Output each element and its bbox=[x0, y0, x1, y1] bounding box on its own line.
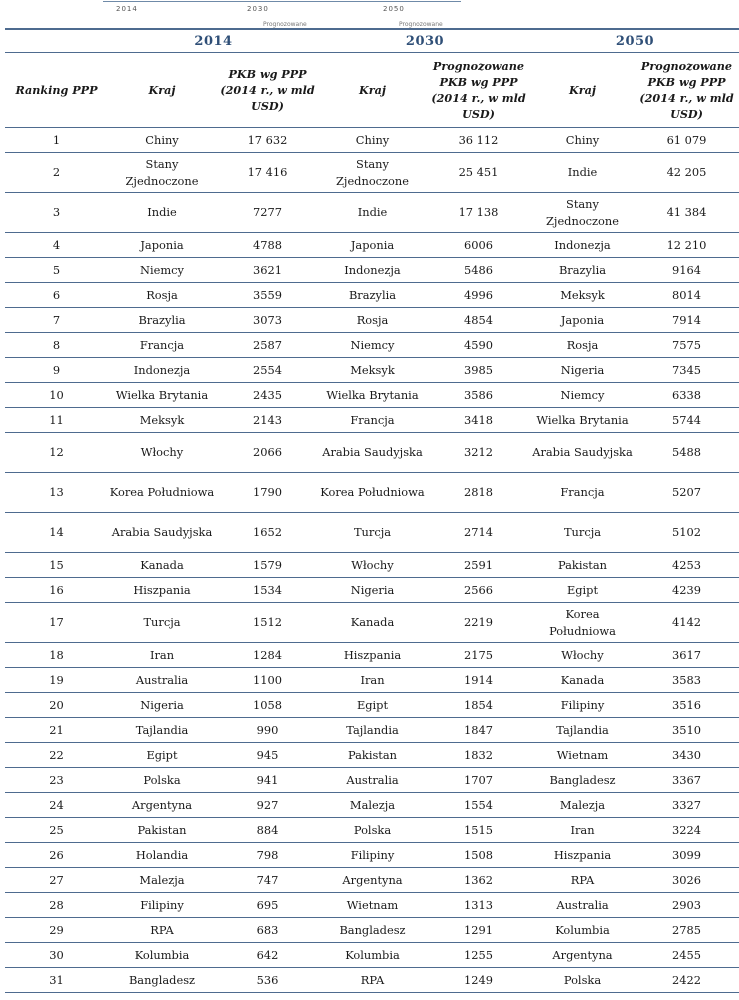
gdp-column-header-2014: PKB wg PPP (2014 r., w mld USD) bbox=[216, 53, 319, 128]
rank-cell: 25 bbox=[5, 818, 108, 843]
country-cell-2014: Malezja bbox=[108, 868, 216, 893]
table-row bbox=[5, 193, 739, 233]
gdp-value-2030: 6006 bbox=[426, 233, 531, 258]
country-cell-2014: Kanada bbox=[108, 553, 216, 578]
country-column-header-2030: Kraj bbox=[319, 53, 426, 128]
gdp-value-2050: 3516 bbox=[634, 693, 739, 718]
table-row bbox=[5, 308, 739, 333]
gdp-value-2030: 1291 bbox=[426, 918, 531, 943]
gdp-value-2030: 2566 bbox=[426, 578, 531, 603]
table-row bbox=[5, 383, 739, 408]
gdp-value-2050: 2785 bbox=[634, 918, 739, 943]
table-row bbox=[5, 943, 739, 968]
country-cell-2050: RPA bbox=[531, 868, 634, 893]
rank-cell: 21 bbox=[5, 718, 108, 743]
country-cell-2050: Arabia Saudyjska bbox=[531, 433, 634, 473]
table-row bbox=[5, 333, 739, 358]
gdp-value-2030: 4854 bbox=[426, 308, 531, 333]
country-cell-2014: Bangladesz bbox=[108, 968, 216, 993]
table-row bbox=[5, 918, 739, 943]
country-cell-2030: Indie bbox=[319, 193, 426, 233]
country-cell-2014: Korea Południowa bbox=[108, 473, 216, 513]
gdp-value-2014: 1512 bbox=[216, 603, 319, 643]
gdp-value-2050: 2455 bbox=[634, 943, 739, 968]
gdp-value-2030: 36 112 bbox=[426, 128, 531, 153]
table-row bbox=[5, 693, 739, 718]
country-cell-2050: Japonia bbox=[531, 308, 634, 333]
country-cell-2050: Francja bbox=[531, 473, 634, 513]
gdp-value-2050: 6338 bbox=[634, 383, 739, 408]
table-row bbox=[5, 743, 739, 768]
gdp-value-2014: 7277 bbox=[216, 193, 319, 233]
cropped-year-label: 2014 bbox=[116, 5, 138, 13]
country-cell-2030: RPA bbox=[319, 968, 426, 993]
cropped-previous-header bbox=[0, 0, 739, 28]
rank-cell: 17 bbox=[5, 603, 108, 643]
gdp-value-2014: 941 bbox=[216, 768, 319, 793]
country-cell-2030: Malezja bbox=[319, 793, 426, 818]
gdp-value-2050: 3583 bbox=[634, 668, 739, 693]
gdp-value-2014: 2554 bbox=[216, 358, 319, 383]
cropped-year-label: 2030 bbox=[247, 5, 269, 13]
country-cell-2014: Kolumbia bbox=[108, 943, 216, 968]
country-cell-2014: Filipiny bbox=[108, 893, 216, 918]
gdp-value-2030: 2714 bbox=[426, 513, 531, 553]
country-cell-2050: Tajlandia bbox=[531, 718, 634, 743]
table-row bbox=[5, 818, 739, 843]
rank-cell: 24 bbox=[5, 793, 108, 818]
country-cell-2030: Turcja bbox=[319, 513, 426, 553]
country-cell-2030: Japonia bbox=[319, 233, 426, 258]
gdp-value-2014: 1058 bbox=[216, 693, 319, 718]
gdp-value-2030: 2818 bbox=[426, 473, 531, 513]
country-cell-2030: Argentyna bbox=[319, 868, 426, 893]
country-cell-2050: Turcja bbox=[531, 513, 634, 553]
rank-cell: 20 bbox=[5, 693, 108, 718]
country-cell-2030: Francja bbox=[319, 408, 426, 433]
country-cell-2050: Malezja bbox=[531, 793, 634, 818]
country-cell-2030: Indonezja bbox=[319, 258, 426, 283]
gdp-value-2030: 1854 bbox=[426, 693, 531, 718]
gdp-value-2014: 2435 bbox=[216, 383, 319, 408]
country-cell-2014: Tajlandia bbox=[108, 718, 216, 743]
country-cell-2014: Arabia Saudyjska bbox=[108, 513, 216, 553]
country-cell-2014: Indie bbox=[108, 193, 216, 233]
table-row bbox=[5, 578, 739, 603]
rank-cell: 22 bbox=[5, 743, 108, 768]
country-cell-2014: Hiszpania bbox=[108, 578, 216, 603]
gdp-value-2030: 3212 bbox=[426, 433, 531, 473]
country-cell-2050: Stany Zjednoczone bbox=[531, 193, 634, 233]
rank-cell: 1 bbox=[5, 128, 108, 153]
gdp-value-2050: 9164 bbox=[634, 258, 739, 283]
gdp-value-2050: 3617 bbox=[634, 643, 739, 668]
rank-cell: 7 bbox=[5, 308, 108, 333]
gdp-value-2014: 1790 bbox=[216, 473, 319, 513]
country-cell-2030: Wielka Brytania bbox=[319, 383, 426, 408]
gdp-value-2014: 1579 bbox=[216, 553, 319, 578]
rank-cell: 26 bbox=[5, 843, 108, 868]
gdp-value-2050: 3367 bbox=[634, 768, 739, 793]
country-cell-2014: Stany Zjednoczone bbox=[108, 153, 216, 193]
year-header-2014: 2014 bbox=[108, 29, 319, 53]
table-row bbox=[5, 433, 739, 473]
country-cell-2030: Filipiny bbox=[319, 843, 426, 868]
country-cell-2014: Chiny bbox=[108, 128, 216, 153]
table-row bbox=[5, 553, 739, 578]
year-header-row bbox=[5, 29, 739, 53]
country-cell-2030: Korea Południowa bbox=[319, 473, 426, 513]
gdp-value-2050: 2903 bbox=[634, 893, 739, 918]
country-cell-2030: Bangladesz bbox=[319, 918, 426, 943]
gdp-value-2014: 4788 bbox=[216, 233, 319, 258]
country-cell-2030: Polska bbox=[319, 818, 426, 843]
table-row bbox=[5, 843, 739, 868]
country-cell-2050: Polska bbox=[531, 968, 634, 993]
gdp-value-2050: 4142 bbox=[634, 603, 739, 643]
gdp-column-header-2050: Prognozowane PKB wg PPP (2014 r., w mld USD) bbox=[634, 53, 739, 128]
gdp-value-2030: 1847 bbox=[426, 718, 531, 743]
gdp-value-2030: 4996 bbox=[426, 283, 531, 308]
rank-cell: 16 bbox=[5, 578, 108, 603]
gdp-value-2050: 4239 bbox=[634, 578, 739, 603]
gdp-value-2050: 7345 bbox=[634, 358, 739, 383]
gdp-value-2014: 3621 bbox=[216, 258, 319, 283]
country-cell-2030: Kanada bbox=[319, 603, 426, 643]
country-cell-2014: Wielka Brytania bbox=[108, 383, 216, 408]
gdp-value-2050: 12 210 bbox=[634, 233, 739, 258]
rank-cell: 11 bbox=[5, 408, 108, 433]
table-row bbox=[5, 668, 739, 693]
gdp-value-2050: 3224 bbox=[634, 818, 739, 843]
gdp-value-2050: 3510 bbox=[634, 718, 739, 743]
rank-cell: 30 bbox=[5, 943, 108, 968]
gdp-value-2030: 1508 bbox=[426, 843, 531, 868]
rank-cell: 3 bbox=[5, 193, 108, 233]
country-cell-2014: Włochy bbox=[108, 433, 216, 473]
cropped-year-label: 2050 bbox=[383, 5, 405, 13]
gdp-value-2014: 3559 bbox=[216, 283, 319, 308]
gdp-value-2014: 642 bbox=[216, 943, 319, 968]
country-cell-2030: Włochy bbox=[319, 553, 426, 578]
country-cell-2014: Turcja bbox=[108, 603, 216, 643]
gdp-value-2014: 2587 bbox=[216, 333, 319, 358]
gdp-value-2030: 1914 bbox=[426, 668, 531, 693]
rank-cell: 10 bbox=[5, 383, 108, 408]
gdp-value-2030: 1313 bbox=[426, 893, 531, 918]
rank-cell: 13 bbox=[5, 473, 108, 513]
gdp-value-2030: 3586 bbox=[426, 383, 531, 408]
gdp-value-2050: 5207 bbox=[634, 473, 739, 513]
gdp-value-2014: 945 bbox=[216, 743, 319, 768]
country-cell-2030: Chiny bbox=[319, 128, 426, 153]
country-cell-2030: Stany Zjednoczone bbox=[319, 153, 426, 193]
rank-cell: 14 bbox=[5, 513, 108, 553]
rank-cell: 18 bbox=[5, 643, 108, 668]
table-row bbox=[5, 968, 739, 993]
country-cell-2050: Korea Południowa bbox=[531, 603, 634, 643]
country-cell-2050: Pakistan bbox=[531, 553, 634, 578]
gdp-value-2014: 3073 bbox=[216, 308, 319, 333]
country-cell-2014: Niemcy bbox=[108, 258, 216, 283]
country-cell-2014: Egipt bbox=[108, 743, 216, 768]
country-cell-2014: Rosja bbox=[108, 283, 216, 308]
country-cell-2030: Pakistan bbox=[319, 743, 426, 768]
gdp-value-2030: 17 138 bbox=[426, 193, 531, 233]
gdp-value-2050: 3026 bbox=[634, 868, 739, 893]
table-row bbox=[5, 258, 739, 283]
gdp-value-2030: 3418 bbox=[426, 408, 531, 433]
table-row bbox=[5, 603, 739, 643]
country-cell-2030: Arabia Saudyjska bbox=[319, 433, 426, 473]
gdp-value-2030: 1832 bbox=[426, 743, 531, 768]
country-cell-2050: Iran bbox=[531, 818, 634, 843]
country-cell-2014: Holandia bbox=[108, 843, 216, 868]
country-cell-2030: Rosja bbox=[319, 308, 426, 333]
country-cell-2030: Tajlandia bbox=[319, 718, 426, 743]
country-cell-2050: Meksyk bbox=[531, 283, 634, 308]
country-cell-2030: Meksyk bbox=[319, 358, 426, 383]
country-cell-2030: Niemcy bbox=[319, 333, 426, 358]
rank-cell: 27 bbox=[5, 868, 108, 893]
gdp-value-2014: 536 bbox=[216, 968, 319, 993]
gdp-value-2014: 747 bbox=[216, 868, 319, 893]
table-row bbox=[5, 768, 739, 793]
country-cell-2050: Brazylia bbox=[531, 258, 634, 283]
country-cell-2050: Chiny bbox=[531, 128, 634, 153]
country-cell-2050: Kanada bbox=[531, 668, 634, 693]
gdp-value-2030: 25 451 bbox=[426, 153, 531, 193]
country-cell-2050: Nigeria bbox=[531, 358, 634, 383]
gdp-value-2030: 3985 bbox=[426, 358, 531, 383]
country-cell-2030: Kolumbia bbox=[319, 943, 426, 968]
gdp-value-2014: 17 632 bbox=[216, 128, 319, 153]
gdp-value-2014: 683 bbox=[216, 918, 319, 943]
table-row bbox=[5, 868, 739, 893]
gdp-value-2014: 1652 bbox=[216, 513, 319, 553]
table-row bbox=[5, 793, 739, 818]
rank-cell: 29 bbox=[5, 918, 108, 943]
gdp-value-2030: 2591 bbox=[426, 553, 531, 578]
country-cell-2050: Niemcy bbox=[531, 383, 634, 408]
country-cell-2030: Wietnam bbox=[319, 893, 426, 918]
country-column-header-2050: Kraj bbox=[531, 53, 634, 128]
rank-cell: 23 bbox=[5, 768, 108, 793]
table-row bbox=[5, 128, 739, 153]
rank-cell: 15 bbox=[5, 553, 108, 578]
gdp-value-2014: 884 bbox=[216, 818, 319, 843]
rank-column-header: Ranking PPP bbox=[5, 53, 108, 128]
country-cell-2050: Indonezja bbox=[531, 233, 634, 258]
cropped-sublabel: Prognozowane bbox=[399, 21, 443, 28]
gdp-value-2014: 2066 bbox=[216, 433, 319, 473]
table-row bbox=[5, 283, 739, 308]
country-cell-2050: Filipiny bbox=[531, 693, 634, 718]
gdp-value-2030: 1707 bbox=[426, 768, 531, 793]
rank-cell: 5 bbox=[5, 258, 108, 283]
gdp-value-2014: 1284 bbox=[216, 643, 319, 668]
gdp-value-2050: 8014 bbox=[634, 283, 739, 308]
rank-cell: 19 bbox=[5, 668, 108, 693]
country-cell-2030: Hiszpania bbox=[319, 643, 426, 668]
table-row bbox=[5, 233, 739, 258]
country-cell-2030: Iran bbox=[319, 668, 426, 693]
gdp-value-2050: 4253 bbox=[634, 553, 739, 578]
country-cell-2030: Brazylia bbox=[319, 283, 426, 308]
gdp-column-header-2030: Prognozowane PKB wg PPP (2014 r., w mld USD) bbox=[426, 53, 531, 128]
country-cell-2050: Kolumbia bbox=[531, 918, 634, 943]
country-cell-2014: Australia bbox=[108, 668, 216, 693]
country-cell-2014: Nigeria bbox=[108, 693, 216, 718]
gdp-value-2050: 7575 bbox=[634, 333, 739, 358]
country-cell-2014: Polska bbox=[108, 768, 216, 793]
year-header-2050: 2050 bbox=[531, 29, 739, 53]
rank-cell: 4 bbox=[5, 233, 108, 258]
country-cell-2014: RPA bbox=[108, 918, 216, 943]
gdp-value-2050: 7914 bbox=[634, 308, 739, 333]
gdp-value-2030: 4590 bbox=[426, 333, 531, 358]
gdp-value-2030: 2175 bbox=[426, 643, 531, 668]
gdp-value-2030: 1255 bbox=[426, 943, 531, 968]
table-row bbox=[5, 513, 739, 553]
gdp-value-2014: 927 bbox=[216, 793, 319, 818]
rank-cell: 9 bbox=[5, 358, 108, 383]
table-row bbox=[5, 718, 739, 743]
table-row bbox=[5, 358, 739, 383]
country-cell-2014: Brazylia bbox=[108, 308, 216, 333]
gdp-value-2030: 1249 bbox=[426, 968, 531, 993]
gdp-value-2050: 42 205 bbox=[634, 153, 739, 193]
table-row bbox=[5, 473, 739, 513]
country-cell-2050: Wietnam bbox=[531, 743, 634, 768]
country-column-header-2014: Kraj bbox=[108, 53, 216, 128]
table-row bbox=[5, 643, 739, 668]
gdp-value-2030: 1362 bbox=[426, 868, 531, 893]
country-cell-2050: Rosja bbox=[531, 333, 634, 358]
gdp-value-2014: 798 bbox=[216, 843, 319, 868]
country-cell-2050: Argentyna bbox=[531, 943, 634, 968]
country-cell-2014: Argentyna bbox=[108, 793, 216, 818]
table-row bbox=[5, 153, 739, 193]
country-cell-2050: Indie bbox=[531, 153, 634, 193]
table-row bbox=[5, 408, 739, 433]
table-row bbox=[5, 893, 739, 918]
blank-header-cell bbox=[5, 29, 108, 53]
gdp-value-2050: 5488 bbox=[634, 433, 739, 473]
country-cell-2050: Włochy bbox=[531, 643, 634, 668]
rank-cell: 2 bbox=[5, 153, 108, 193]
rank-cell: 12 bbox=[5, 433, 108, 473]
gdp-value-2014: 990 bbox=[216, 718, 319, 743]
country-cell-2014: Iran bbox=[108, 643, 216, 668]
gdp-value-2030: 5486 bbox=[426, 258, 531, 283]
country-cell-2050: Wielka Brytania bbox=[531, 408, 634, 433]
country-cell-2050: Egipt bbox=[531, 578, 634, 603]
gdp-value-2014: 1100 bbox=[216, 668, 319, 693]
country-cell-2014: Francja bbox=[108, 333, 216, 358]
country-cell-2030: Australia bbox=[319, 768, 426, 793]
gdp-value-2050: 41 384 bbox=[634, 193, 739, 233]
country-cell-2014: Japonia bbox=[108, 233, 216, 258]
gdp-value-2030: 1554 bbox=[426, 793, 531, 818]
gdp-value-2030: 1515 bbox=[426, 818, 531, 843]
country-cell-2050: Bangladesz bbox=[531, 768, 634, 793]
cropped-sublabel: Prognozowane bbox=[263, 21, 307, 28]
gdp-value-2050: 3327 bbox=[634, 793, 739, 818]
gdp-value-2050: 5102 bbox=[634, 513, 739, 553]
country-cell-2014: Pakistan bbox=[108, 818, 216, 843]
rank-cell: 31 bbox=[5, 968, 108, 993]
country-cell-2050: Hiszpania bbox=[531, 843, 634, 868]
gdp-value-2050: 2422 bbox=[634, 968, 739, 993]
gdp-value-2050: 5744 bbox=[634, 408, 739, 433]
gdp-value-2014: 695 bbox=[216, 893, 319, 918]
country-cell-2014: Meksyk bbox=[108, 408, 216, 433]
rank-cell: 8 bbox=[5, 333, 108, 358]
gdp-value-2030: 2219 bbox=[426, 603, 531, 643]
gdp-value-2014: 1534 bbox=[216, 578, 319, 603]
year-header-2030: 2030 bbox=[319, 29, 531, 53]
country-cell-2050: Australia bbox=[531, 893, 634, 918]
gdp-value-2050: 3099 bbox=[634, 843, 739, 868]
cropped-header-rule bbox=[103, 1, 461, 2]
column-header-row bbox=[5, 53, 739, 128]
rank-cell: 6 bbox=[5, 283, 108, 308]
rank-cell: 28 bbox=[5, 893, 108, 918]
country-cell-2030: Nigeria bbox=[319, 578, 426, 603]
gdp-ranking-table bbox=[5, 28, 739, 993]
gdp-value-2014: 2143 bbox=[216, 408, 319, 433]
country-cell-2030: Egipt bbox=[319, 693, 426, 718]
gdp-value-2050: 61 079 bbox=[634, 128, 739, 153]
gdp-value-2014: 17 416 bbox=[216, 153, 319, 193]
gdp-value-2050: 3430 bbox=[634, 743, 739, 768]
country-cell-2014: Indonezja bbox=[108, 358, 216, 383]
